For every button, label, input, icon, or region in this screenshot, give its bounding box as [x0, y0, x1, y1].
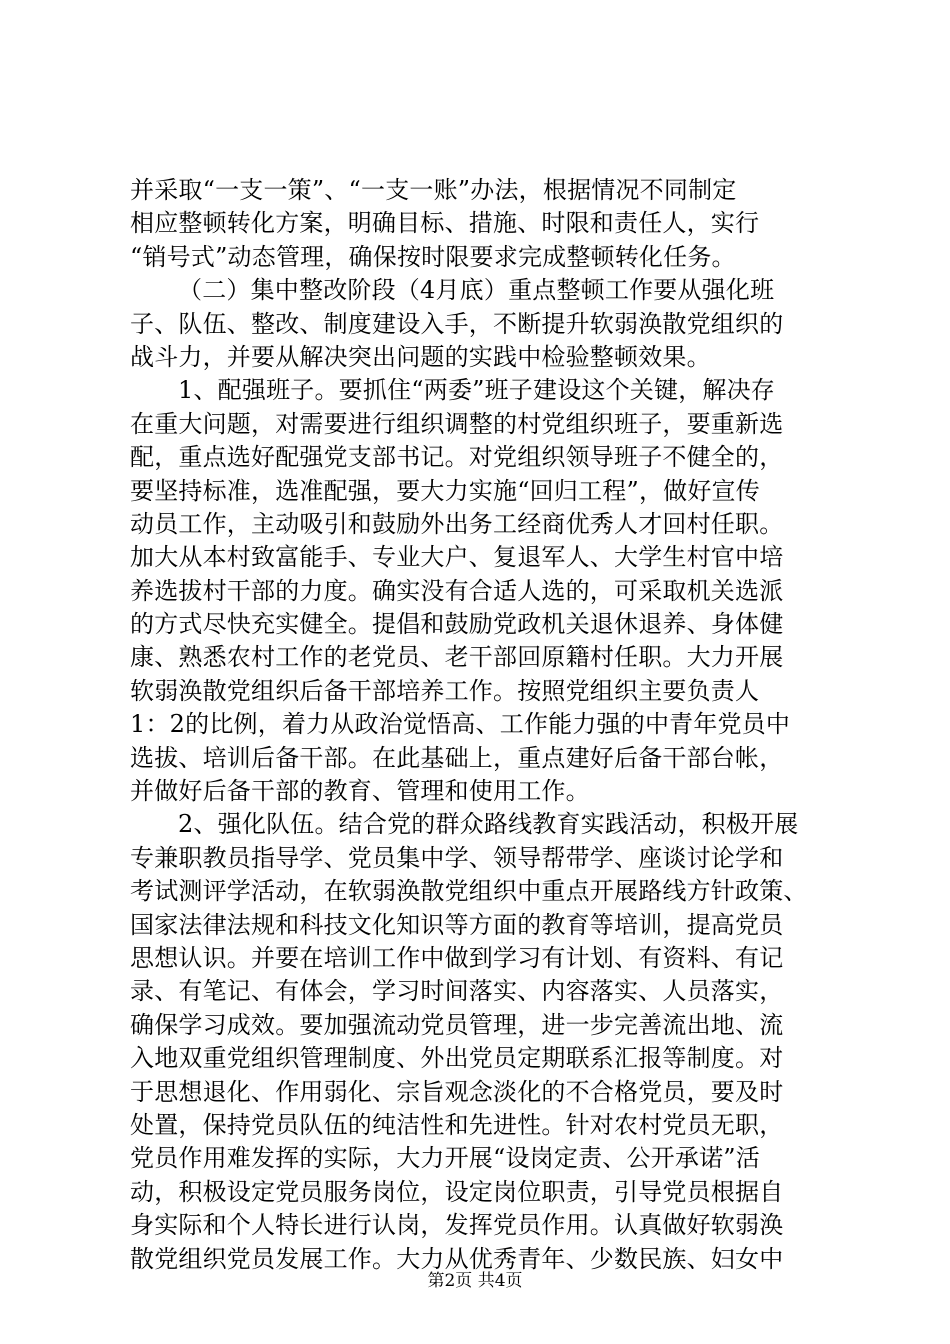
- text-line: 康、熟悉农村工作的老党员、老干部回原籍村任职。大力开展: [130, 643, 784, 672]
- text-line: 确保学习成效。要加强流动党员管理，进一步完善流出地、流: [130, 1010, 784, 1039]
- text-line: 党员作用难发挥的实际，大力开展“设岗定责、公开承诺”活: [130, 1144, 760, 1173]
- text-line: 配，重点选好配强党支部书记。对党组织领导班子不健全的，: [130, 443, 784, 472]
- text-line: 入地双重党组织管理制度、外出党员定期联系汇报等制度。对: [130, 1044, 784, 1073]
- paragraph-stage-two: [130, 274, 830, 374]
- text-line: 要坚持标准，选准配强，要大力实施“回归工程”，做好宣传: [130, 476, 760, 505]
- text-line: 的方式尽快充实健全。提倡和鼓励党政机关退休退养、身体健: [130, 610, 784, 639]
- text-line: 加大从本村致富能手、专业大户、复退军人、大学生村官中培: [130, 543, 784, 572]
- paragraph-continuation: [130, 174, 830, 274]
- text-line: 于思想退化、作用弱化、宗旨观念淡化的不合格党员，要及时: [130, 1077, 784, 1106]
- text-line: 录、有笔记、有体会，学习时间落实、内容落实、人员落实，: [130, 977, 784, 1006]
- text-line: 养选拔村干部的力度。确实没有合适人选的，可采取机关选派: [130, 576, 784, 605]
- text-line: 1：2的比例，着力从政治觉悟高、工作能力强的中青年党员中: [130, 710, 791, 739]
- text-line: 子、队伍、整改、制度建设入手，不断提升软弱涣散党组织的: [130, 309, 784, 338]
- text-line: 并做好后备干部的教育、管理和使用工作。: [130, 777, 590, 806]
- text-line: 2、强化队伍。结合党的群众路线教育实践活动，积极开展: [178, 810, 799, 839]
- page-number-footer: 第2页 共4页: [427, 1271, 523, 1291]
- text-line: 在重大问题，对需要进行组织调整的村党组织班子，要重新选: [130, 409, 784, 438]
- text-line: （二）集中整改阶段（4月底）重点整顿工作要从强化班: [178, 276, 775, 305]
- text-line: 软弱涣散党组织后备干部培养工作。按照党组织主要负责人: [130, 676, 760, 705]
- text-line: 身实际和个人特长进行认岗，发挥党员作用。认真做好软弱涣: [130, 1211, 784, 1240]
- text-line: 散党组织党员发展工作。大力从优秀青年、少数民族、妇女中: [130, 1244, 784, 1273]
- text-line: 1、配强班子。要抓住“两委”班子建设这个关键，解决存: [178, 376, 776, 405]
- text-line: 相应整顿转化方案，明确目标、措施、时限和责任人，实行: [130, 209, 760, 238]
- document-body: [130, 174, 830, 1276]
- text-line: 动员工作，主动吸引和鼓励外出务工经商优秀人才回村任职。: [130, 509, 784, 538]
- text-line: 考试测评学活动，在软弱涣散党组织中重点开展路线方针政策、: [130, 877, 808, 906]
- text-line: 处置，保持党员队伍的纯洁性和先进性。针对农村党员无职，: [130, 1110, 784, 1139]
- text-line: 专兼职教员指导学、党员集中学、领导帮带学、座谈讨论学和: [130, 843, 784, 872]
- text-line: “销号式”动态管理，确保按时限要求完成整顿转化任务。: [130, 242, 736, 271]
- paragraph-strengthen-team: [130, 374, 830, 808]
- text-line: 并采取“一支一策”、“一支一账”办法，根据情况不同制定: [130, 176, 737, 204]
- text-line: 动，积极设定党员服务岗位，设定岗位职责，引导党员根据自: [130, 1177, 784, 1206]
- text-line: 战斗力，并要从解决突出问题的实践中检验整顿效果。: [130, 342, 711, 371]
- paragraph-strengthen-ranks: [130, 808, 830, 1275]
- text-line: 国家法律法规和科技文化知识等方面的教育等培训，提高党员: [130, 910, 784, 939]
- text-line: 思想认识。并要在培训工作中做到学习有计划、有资料、有记: [130, 943, 784, 972]
- text-line: 选拔、培训后备干部。在此基础上，重点建好后备干部台帐，: [130, 743, 784, 772]
